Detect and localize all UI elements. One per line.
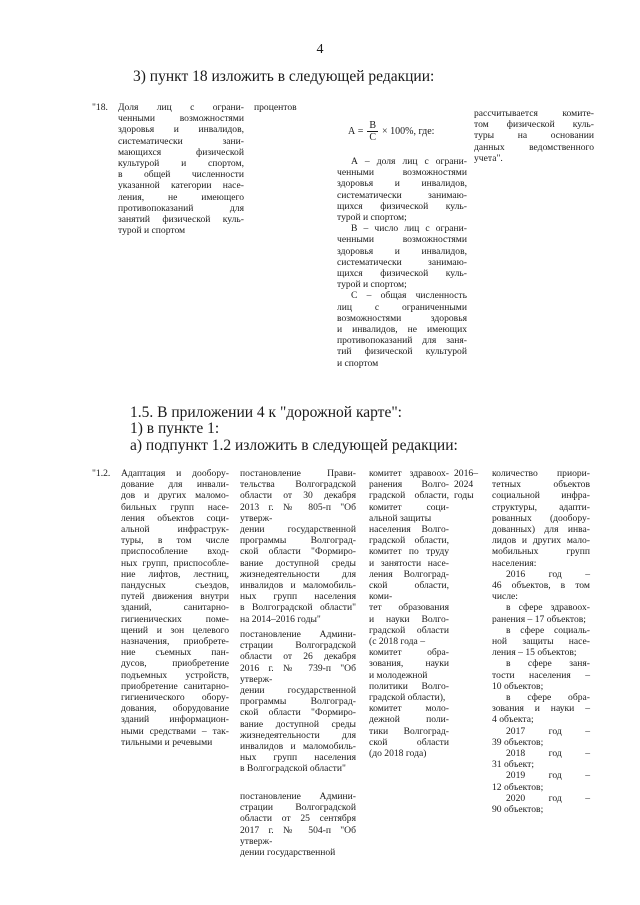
r12d2-line: программы Волгоград-	[240, 696, 356, 708]
r12rs-line: тости населения –	[492, 669, 590, 681]
row12-number: "1.2.	[92, 468, 111, 479]
r12d2-line: вание доступной среды	[240, 718, 356, 730]
r18c1-line: ления, не имеющего	[118, 191, 244, 203]
r12c1-line: подъемных устройств,	[121, 669, 229, 681]
r12rs-line: 46 объектов, в том	[492, 580, 590, 592]
r18c1-line: указанной категории насе-	[118, 180, 244, 192]
r12ex-line: тики Волгоград-	[369, 725, 449, 737]
r18c1-line: мающихся физической	[118, 146, 244, 158]
formula-fraction	[367, 120, 378, 143]
r12d1-line: инвалидов и маломобиль-	[240, 580, 356, 592]
row18-indicator-cell	[118, 102, 244, 236]
r12d2-line: в Волгоградской области"	[240, 763, 346, 775]
r12c1-line: ными средствами – так-	[121, 725, 229, 737]
r12ex-line: дежной поли-	[369, 714, 449, 726]
r18defs-line: С – общая численность	[351, 290, 467, 302]
r18defs-line: возможностями здоровья	[337, 312, 467, 324]
row12-period-cell	[454, 468, 482, 502]
r18defs-line: щихся физической куль-	[337, 200, 467, 212]
r12rs-line: 2020 год –	[506, 792, 590, 804]
r12ex-line: тет образования	[369, 602, 449, 614]
row18-definitions-cell	[337, 156, 467, 369]
r12ex-line: комитет здравоох-	[369, 468, 449, 479]
r12ex-line: и науки Волго-	[369, 613, 449, 625]
r12ex-line: комитет обра-	[369, 647, 449, 659]
r18c1-line: турой и спортом	[118, 225, 186, 237]
r12rs-line: лидов и других мало-	[492, 535, 590, 547]
r12ex-line: комитет по труду	[369, 546, 449, 558]
r18c1-line: занятий физической куль-	[118, 214, 244, 226]
r12pd-line: 2016–	[454, 468, 478, 479]
r18defs-line: ченными возможностями	[337, 167, 467, 179]
r12rs-line: в сфере обра-	[506, 692, 590, 704]
page-number: 4	[316, 42, 324, 57]
r12ex-line: политики Волго-	[369, 680, 449, 692]
r12d3-line: области от 25 сентября	[240, 813, 356, 825]
r12d1-line: дении государственной	[240, 524, 356, 536]
subitem-a-heading: а) подпункт 1.2 изложить в следующей редакции:	[130, 437, 458, 454]
r12rs-line: зования и науки –	[492, 703, 590, 715]
r12c1-line: тильными и речевыми	[121, 736, 213, 748]
r12rs-line: 2016 год –	[506, 568, 590, 580]
row18-number: "18.	[92, 102, 108, 113]
r12c1-line: дов и других маломо-	[121, 490, 229, 502]
r12rs-line: структуры, адапти-	[492, 501, 590, 513]
r18c1-line: Доля лиц с ограни-	[118, 102, 244, 113]
formula-numerator: В	[369, 120, 377, 131]
row12-document-3	[240, 791, 356, 858]
r18note-line: учета".	[474, 152, 503, 164]
r12c1-line: ных групп, приспособле-	[121, 557, 229, 569]
r12ex-line: градской области,	[369, 490, 449, 502]
r12ex-line: ранения Волго-	[369, 479, 449, 491]
subitem-1-heading: 1) в пункте 1:	[130, 420, 220, 437]
r12rs-line: 12 объектов;	[492, 781, 544, 793]
r12d2-line: инвалидов и маломобиль-	[240, 741, 356, 753]
r18defs-line: и спортом	[337, 357, 379, 369]
r18defs-line: и инвалидов, не имеющих	[337, 324, 467, 336]
r12c1-line: ние лифтов, лестниц,	[121, 568, 229, 580]
r18c1-line: здоровья и инвалидов,	[118, 124, 244, 136]
row12-executors-cell	[369, 468, 449, 759]
r12c1-line: дование для инвали-	[121, 479, 229, 491]
r18defs-line: турой и спортом;	[337, 279, 407, 291]
r12rs-line: населения:	[492, 557, 537, 569]
r12c1-line: гигиенических поме-	[121, 613, 229, 625]
r18defs-line: здоровья и инвалидов,	[337, 178, 467, 190]
r18defs-line: тий физической культурой	[337, 346, 467, 358]
r18note-line: данных ведомственного	[474, 141, 594, 153]
r12rs-line: в сфере здравоох-	[506, 602, 590, 614]
r12ex-line: градской области),	[369, 692, 446, 704]
r18defs-line: систематически занимаю-	[337, 256, 467, 268]
r12d1-line: в Волгоградской области"	[240, 602, 356, 614]
row18-formula	[348, 120, 434, 143]
r12d1-line: тельства Волгоградской	[240, 479, 356, 491]
r12rs-line: числе:	[492, 591, 518, 603]
r12rs-line: 39 объектов;	[492, 736, 544, 748]
r12c1-line: бильных групп насе-	[121, 501, 229, 513]
r12c1-line: ления объектов соци-	[121, 512, 229, 524]
r12rs-line: рованных (дообору-	[492, 512, 590, 524]
r12ex-line: комитет моло-	[369, 703, 449, 715]
r12c1-line: гигиенического обору-	[121, 692, 229, 704]
r18defs-line: В – число лиц с ограни-	[351, 223, 467, 235]
r12d1-line: 2013 г. № 805-п "Об утверж-	[240, 501, 356, 524]
r12d2-line: постановление Админи-	[240, 629, 356, 640]
r12d2-line: ных групп населения	[240, 752, 356, 764]
r18defs-line: щихся физической куль-	[337, 268, 467, 280]
r12c1-line: зданий информацион-	[121, 714, 229, 726]
r12rs-line: дованных) для инва-	[492, 524, 590, 536]
r12d1-line: на 2014–2016 годы"	[240, 613, 321, 625]
r12ex-line: ления Волгоград-	[369, 568, 449, 580]
r12c1-line: путей движения внутри	[121, 591, 229, 603]
r12c1-line: приспособление вход-	[121, 546, 229, 558]
r12rs-line: 2019 год –	[506, 770, 590, 782]
r12c1-line: альной инфраструк-	[121, 524, 229, 536]
r12c1-line: пандусных съездов,	[121, 580, 229, 592]
r12ex-line: ской области	[369, 736, 449, 748]
r18defs-line: ченными возможностями	[337, 234, 467, 246]
row12-document-2	[240, 629, 356, 775]
r12pd-line: годы	[454, 490, 474, 502]
r18c1-line: культурой и спортом,	[118, 158, 244, 170]
r12c1-line: дусов, приобретение	[121, 658, 229, 670]
r12ex-line: населения Волго-	[369, 524, 449, 536]
row18-unit: процентов	[254, 102, 297, 113]
r12c1-line: туры, в том числе	[121, 535, 229, 547]
r12d1-line: программы Волгоград-	[240, 535, 356, 547]
r12d1-line: жизнедеятельности для	[240, 568, 356, 580]
r18defs-line: лиц с ограниченными	[337, 301, 467, 313]
r12rs-line: 2017 год –	[506, 725, 590, 737]
r18c1-line: противопоказаний для	[118, 202, 244, 214]
r18c1-line: систематически зани-	[118, 135, 244, 147]
r12d3-line: страции Волгоградской	[240, 802, 356, 814]
r18c1-line: в общей численности	[118, 169, 244, 181]
r12ex-line: ской области, коми-	[369, 580, 449, 603]
r12ex-line: градской области,	[369, 535, 449, 547]
row18-note-cell	[474, 108, 594, 164]
r12rs-line: мобильных групп	[492, 546, 590, 558]
r12ex-line: комитет соци-	[369, 501, 449, 513]
r12rs-line: количество приори-	[492, 468, 590, 479]
r12ex-line: и молодежной	[369, 669, 428, 681]
r12ex-line: (с 2018 года –	[369, 636, 425, 648]
r12d2-line: дении государственной	[240, 685, 356, 697]
r12c1-line: зданий, санитарно-	[121, 602, 229, 614]
r12ex-line: альной защиты	[369, 512, 432, 524]
r12c1-line: назначения, приобрете-	[121, 636, 229, 648]
item3-heading: 3) пункт 18 изложить в следующей редакции:	[133, 68, 435, 85]
r12rs-line: 2018 год –	[506, 748, 590, 760]
r12ex-line: зования, науки	[369, 658, 449, 670]
r12ex-line: градской области	[369, 624, 449, 636]
r12rs-line: 90 объектов;	[492, 804, 544, 816]
formula-denominator: С	[369, 132, 377, 143]
r12rs-line: ной защиты насе-	[492, 636, 590, 648]
r12rs-line: 4 объекта;	[492, 714, 534, 726]
r12d2-line: области от 26 декабря	[240, 651, 356, 663]
r12c1-line: Адаптация и дообору-	[121, 468, 229, 479]
r12c1-line: ние съемных пан-	[121, 647, 229, 659]
formula-lhs: А =	[348, 126, 364, 137]
row12-document-1	[240, 468, 356, 625]
r18note-line: рассчитывается комите-	[474, 108, 594, 119]
r18defs-line: противопоказаний для заня-	[337, 335, 467, 347]
r12d3-line: постановление Админи-	[240, 791, 356, 802]
formula-rhs: × 100%, где:	[382, 126, 435, 137]
r12ex-line: (до 2018 года)	[369, 748, 427, 760]
r18defs-line: турой и спортом;	[337, 212, 407, 224]
r12c1-line: дования, оборудование	[121, 703, 229, 715]
r12d3-line: дении государственной	[240, 847, 336, 859]
r12rs-line: социальной инфра-	[492, 490, 590, 502]
r18defs-line: А – доля лиц с ограни-	[351, 156, 467, 167]
r12ex-line: и занятости насе-	[369, 557, 449, 569]
r12rs-line: 31 объект;	[492, 759, 535, 771]
r12d1-line: постановление Прави-	[240, 468, 356, 479]
r12d3-line: 2017 г. № 504-п "Об утверж-	[240, 824, 356, 847]
r12d2-line: жизнедеятельности для	[240, 729, 356, 741]
r12rs-line: в сфере социаль-	[506, 624, 590, 636]
row12-measure-cell	[121, 468, 229, 748]
r12c1-line: щений и зон целевого	[121, 624, 229, 636]
r12rs-line: ления – 15 объектов;	[492, 647, 577, 659]
r12d1-line: области от 30 декабря	[240, 490, 356, 502]
r12d1-line: ных групп населения	[240, 591, 356, 603]
r18note-line: том физической куль-	[474, 119, 594, 131]
r12rs-line: 10 объектов;	[492, 680, 544, 692]
r18defs-line: систематически занимаю-	[337, 189, 467, 201]
r18defs-line: здоровья и инвалидов,	[337, 245, 467, 257]
r12rs-line: в сфере заня-	[506, 658, 590, 670]
r18note-line: туры на основании	[474, 130, 594, 142]
section-1-5-heading: 1.5. В приложении 4 к "дорожной карте":	[130, 404, 402, 421]
r12pd-line: 2024	[454, 479, 474, 491]
r12d2-line: ской области "Формиро-	[240, 707, 356, 719]
r12rs-line: ранения – 17 объектов;	[492, 613, 586, 625]
r12d2-line: страции Волгоградской	[240, 640, 356, 652]
r12rs-line: тетных объектов	[492, 479, 590, 491]
r12d1-line: вание доступной среды	[240, 557, 356, 569]
r12d1-line: ской области "Формиро-	[240, 546, 356, 558]
r12d2-line: 2016 г. № 739-п "Об утверж-	[240, 662, 356, 685]
row12-result-cell	[492, 468, 590, 815]
r18c1-line: ченными возможностями	[118, 113, 244, 125]
r12c1-line: приобретение санитарно-	[121, 680, 229, 692]
